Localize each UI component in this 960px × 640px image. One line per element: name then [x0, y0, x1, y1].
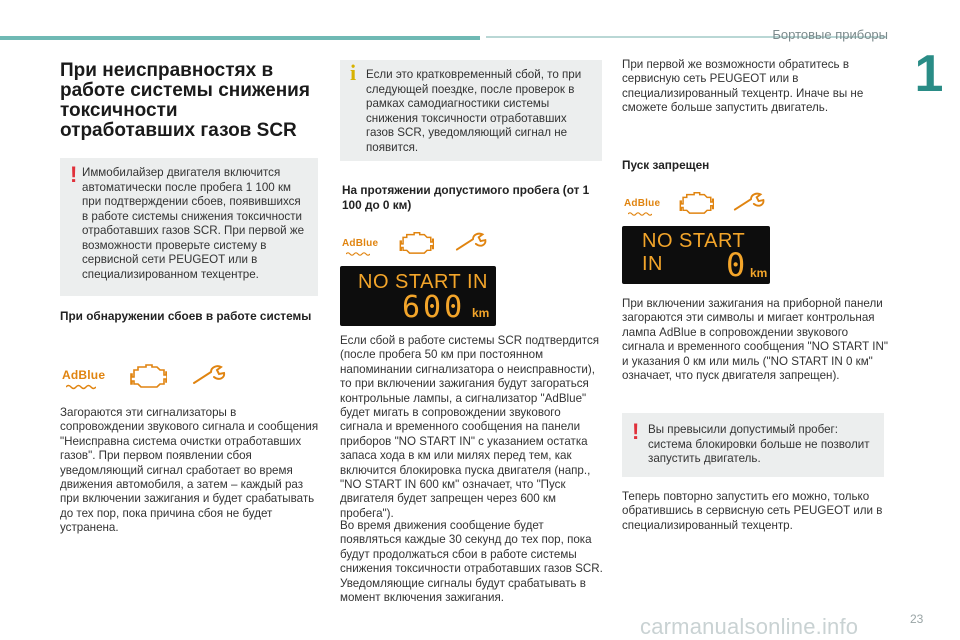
display-distance-value: 600 — [402, 290, 466, 325]
wrench-icon — [732, 191, 770, 213]
top-accent-bar — [0, 36, 480, 40]
paragraph-lamps-on: Загораются эти сигнализаторы в сопровождении звукового сигнала и сообщения "Неисправна система очистки отработавших газов". При первом появлении сбоя уведомляющий сигнал сработает во время движения автомобиля, а затем – каждый раз при включении зажигания и будет срабатывать до тех пор, пока причина сбоя не будет устранена. — [60, 406, 319, 535]
display-unit: km — [750, 266, 768, 280]
adblue-wave-icon — [66, 384, 96, 390]
watermark: carmanualsonline.info — [640, 614, 859, 639]
display-unit: km — [472, 306, 490, 320]
page-number: 23 — [910, 612, 924, 626]
warning-lamps-row-2 — [342, 230, 492, 254]
subheading-start-prohibited: Пуск запрещен — [622, 158, 710, 172]
info-box — [340, 60, 602, 161]
warning-text: Иммобилайзер двигателя включится автоматически после пробега 1 100 км при подтверждении сбоев, появившихся в работе системы снижения токсичности отработавших газов SCR. При первой же возможности проверьте систему в сервисной сети PEUGEOT или в специализированном техцентре. — [82, 166, 305, 281]
display-no-start-600 — [340, 266, 496, 326]
chapter-number: 1 — [914, 45, 944, 103]
section-title: Бортовые приборы — [772, 27, 888, 42]
warning-icon: ! — [632, 419, 640, 444]
info-icon: i — [350, 60, 357, 85]
page-title: При неисправностях в работе системы снижения токсичности отработавших газов SCR — [60, 60, 310, 141]
warning-lamps-row — [62, 362, 231, 388]
warning-icon: ! — [70, 162, 78, 187]
paragraph-ignition-on: При включении зажигания на приборной панели загораются эти символы и мигает контрольная лампа AdBlue в сопровождении звукового сигнала и временного сообщения "NO START IN" и указания 0 км или миль ("NO START IN 0 км" означает, что пуск двигателя запрещен). — [622, 297, 888, 383]
adblue-icon: AdBlue — [342, 233, 378, 251]
engine-check-icon — [678, 190, 714, 214]
engine-check-icon — [129, 362, 167, 388]
engine-check-icon — [398, 230, 434, 254]
paragraph-contact-service: При первой же возможности обратитесь в сервисную сеть PEUGEOT или в специализированный техцентр. Иначе вы не сможете больше запустить двигатель. — [622, 58, 864, 115]
paragraph-message-repeat: Во время движения сообщение будет появляться каждые 30 секунд до тех пор, пока будут продолжаться сбои в работе системы снижения токсичности отработавших газов SCR. Уведомляющие сигналы будут срабатывать в момент включения зажигания. — [340, 519, 603, 605]
adblue-icon: AdBlue — [624, 193, 660, 211]
info-text: Если это кратковременный сбой, то при следующей поездке, после проверок в рамках самодиагностики системы снижения токсичности отработавших газов SCR, уведомляющий сигнал не появится. — [366, 68, 582, 154]
display-message: NO START IN — [358, 271, 488, 293]
subheading-fault-detect: При обнаружении сбоев в работе системы — [60, 309, 312, 323]
warning-lamps-row-3 — [624, 190, 770, 214]
warning-box — [60, 158, 318, 296]
paragraph-restart: Теперь повторно запустить его можно, только обратившись в сервисную сеть PEUGEOT или в специализированный техцентр. — [622, 490, 883, 532]
display-message: NO START IN — [642, 230, 745, 275]
display-no-start-0 — [622, 226, 770, 284]
adblue-wave-icon — [628, 211, 652, 217]
adblue-wave-icon — [346, 251, 370, 257]
adblue-icon: AdBlue — [62, 366, 105, 384]
display-distance-value: 0 — [726, 246, 749, 284]
warning-box-limit — [622, 413, 884, 477]
wrench-icon — [454, 231, 492, 253]
warning-text: Вы превысили допустимый пробег: система блокировки больше не позволит запустить двигатель. — [648, 423, 870, 465]
paragraph-scr-fault: Если сбой в работе системы SCR подтвердится (после пробега 50 км при постоянном напоминании сигнализатора о неисправности), то при включении зажигания будут загораться контрольные лампы, а сигнализатор "AdBlue" будет мигать в сопровождении звукового сигнала и временного сообщения на панели приборов "NO START IN" с указанием остатка запаса хода в км или милях перед тем, как включится блокировка пуска двигателя (напр., "NO START IN 600 км" означает, что "Пуск двигателя будет запрещен через 600 км пробега"). — [340, 334, 600, 520]
wrench-icon — [191, 364, 231, 386]
subheading-allowed-range: На протяжении допустимого пробега (от 1 100 до 0 км) — [342, 183, 590, 212]
